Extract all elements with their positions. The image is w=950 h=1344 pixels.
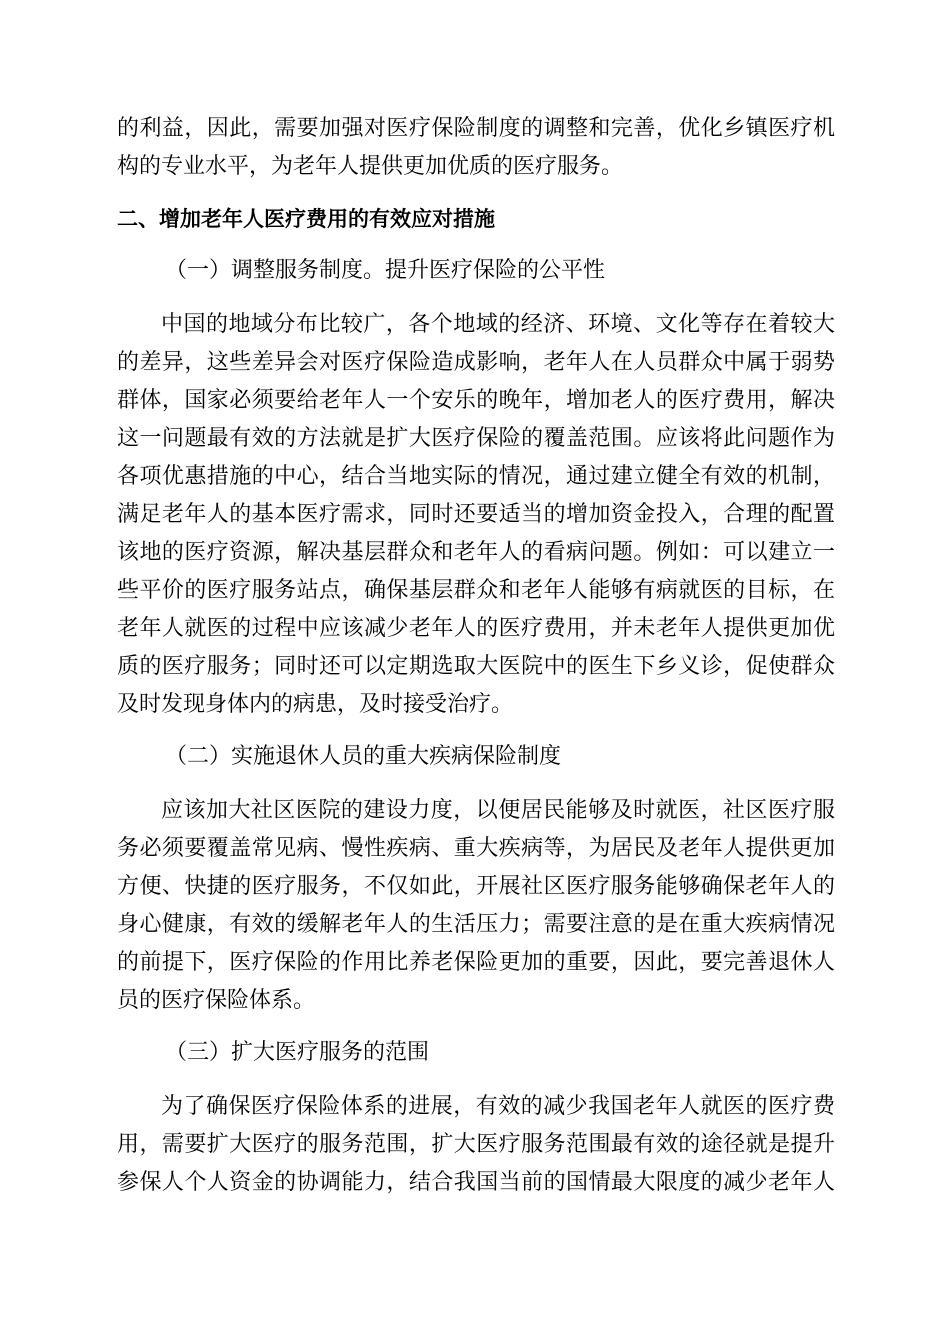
subsection-2-paragraph — [117, 792, 835, 1020]
text-line: 该地的医疗资源，解决基层群众和老年人的看病问题。例如：可以建立一 — [117, 540, 835, 565]
text-line: 的前提下，医疗保险的作用比养老保险更加的重要，因此，要完善退休人 — [117, 950, 835, 975]
text-line: 群体，国家必须要给老年人一个安乐的晚年，增加老人的医疗费用，解决 — [117, 388, 835, 413]
text-line: 应该加大社区医院的建设力度，以便居民能够及时就医，社区医疗服 — [161, 798, 835, 823]
section-heading: 二、增加老年人医疗费用的有效应对措施 — [117, 207, 495, 231]
text-line: 的差异，这些差异会对医疗保险造成影响，老年人在人员群众中属于弱势 — [117, 350, 835, 375]
text-line: 及时发现身体内的病患，及时接受治疗。 — [117, 692, 514, 717]
subsection-1-paragraph — [117, 306, 835, 724]
text-line: 身心健康，有效的缓解老年人的生活压力；需要注意的是在重大疾病情况 — [117, 912, 835, 937]
subsection-3-paragraph — [117, 1088, 835, 1202]
text-line: 方便、快捷的医疗服务，不仅如此，开展社区医疗服务能够确保老年人的 — [117, 874, 835, 899]
subsection-title-2: （二）实施退休人员的重大疾病保险制度 — [165, 744, 562, 769]
text-line: 中国的地域分布比较广，各个地域的经济、环境、文化等存在着较大 — [161, 312, 835, 337]
text-line: 参保人个人资金的协调能力，结合我国当前的国情最大限度的减少老年人 — [117, 1170, 835, 1195]
text-line: 满足老年人的基本医疗需求，同时还要适当的增加资金投入，合理的配置 — [117, 502, 835, 527]
text-line: 这一问题最有效的方法就是扩大医疗保险的覆盖范围。应该将此问题作为 — [117, 426, 835, 451]
subsection-title-3: （三）扩大医疗服务的范围 — [165, 1040, 430, 1065]
text-line: 为了确保医疗保险体系的进展，有效的减少我国老年人就医的医疗费 — [161, 1094, 835, 1119]
text-line: 用，需要扩大医疗的服务范围，扩大医疗服务范围最有效的途径就是提升 — [117, 1132, 835, 1157]
document-page — [117, 110, 835, 1202]
text-line: 员的医疗保险体系。 — [117, 988, 316, 1013]
text-line: 各项优惠措施的中心，结合当地实际的情况，通过建立健全有效的机制， — [117, 464, 835, 489]
text-line: 的利益，因此，需要加强对医疗保险制度的调整和完善，优化乡镇医疗机 — [117, 116, 835, 141]
text-line: 构的专业水平，为老年人提供更加优质的医疗服务。 — [117, 154, 624, 179]
text-line: 务必须要覆盖常见病、慢性疾病、重大疾病等，为居民及老年人提供更加 — [117, 836, 835, 861]
subsection-title-1: （一）调整服务制度。提升医疗保险的公平性 — [165, 258, 606, 283]
text-line: 些平价的医疗服务站点，确保基层群众和老年人能够有病就医的目标，在 — [117, 578, 835, 603]
text-line: 老年人就医的过程中应该减少老年人的医疗费用，并未老年人提供更加优 — [117, 616, 835, 641]
intro-paragraph — [117, 110, 835, 186]
text-line: 质的医疗服务；同时还可以定期选取大医院中的医生下乡义诊，促使群众 — [117, 654, 835, 679]
